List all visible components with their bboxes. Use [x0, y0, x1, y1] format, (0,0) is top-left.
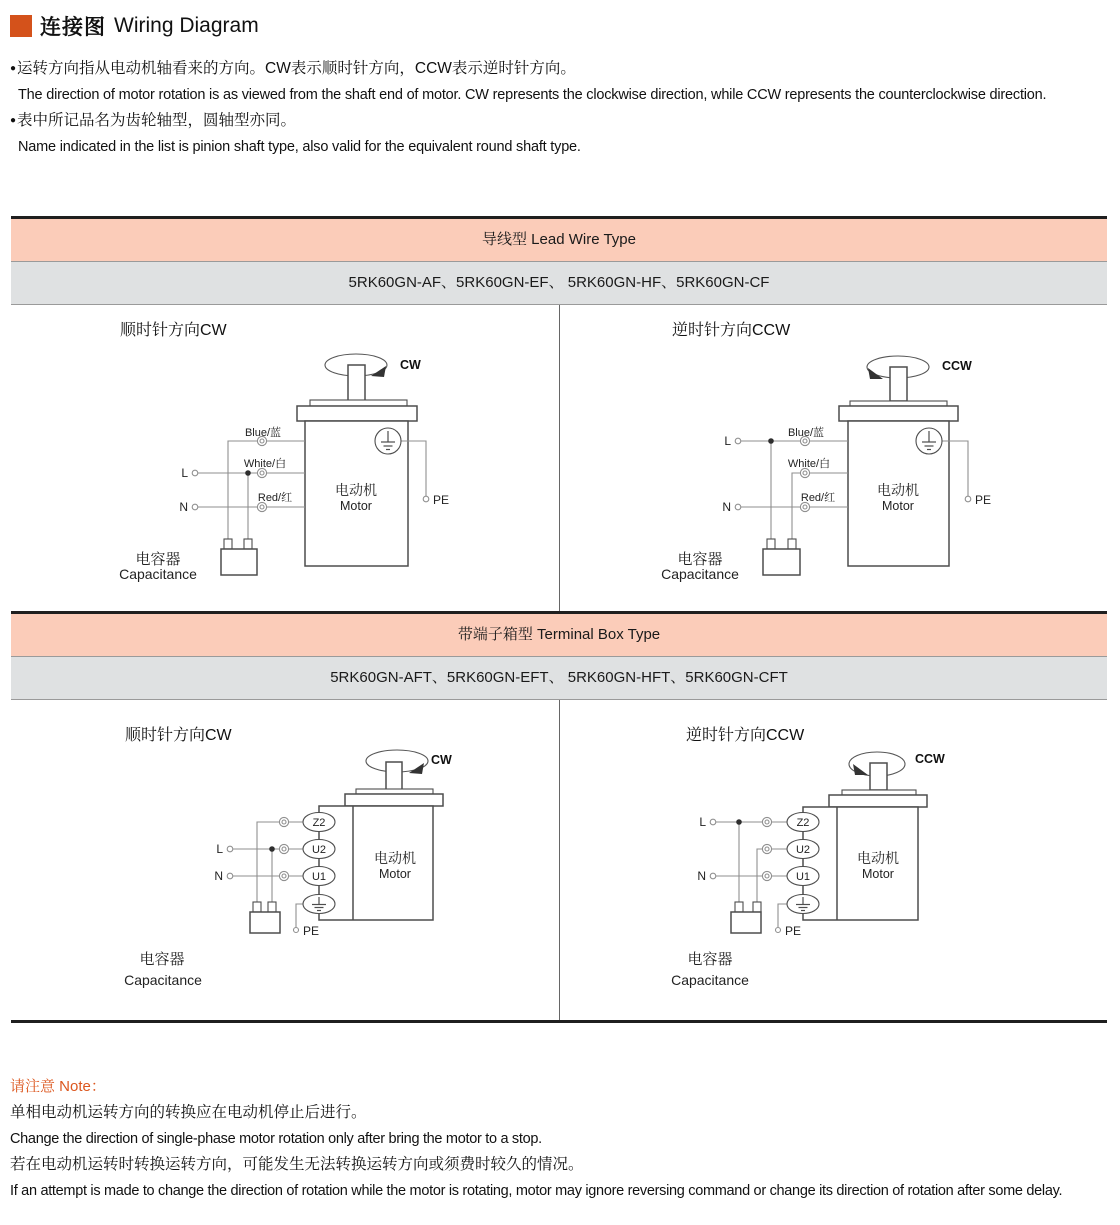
diagram-lead-cw [11, 305, 559, 613]
capacitor [221, 539, 257, 575]
terminal-box-section [11, 611, 1107, 1023]
line-terminal-icon [227, 846, 233, 852]
pe-label: PE [785, 924, 802, 938]
page-title [10, 11, 259, 41]
section-bottom-rule [11, 1020, 1107, 1023]
diagram-title: 逆时针方向CCW [686, 727, 805, 744]
neutral-label: N [697, 869, 706, 883]
terminal-u1-label: U1 [311, 871, 327, 883]
neutral-label: N [214, 869, 223, 883]
motor-label-en: Motor [379, 867, 411, 881]
pe-terminal-icon [965, 496, 971, 502]
ground-symbol-icon [916, 428, 942, 454]
neutral-terminal-icon [227, 873, 233, 879]
ground-symbol-icon [787, 895, 819, 914]
motor-label-zh: 电动机 [857, 850, 899, 866]
diagram-cell-terminal-cw [11, 700, 559, 1020]
capacitor [763, 539, 800, 575]
note-heading: 请注意 Note： [10, 1078, 106, 1095]
ccw-arrowhead-icon [868, 368, 883, 379]
junction-dot [245, 470, 251, 476]
diagram-title: 逆时针方向CCW [672, 322, 791, 339]
pe-terminal-icon [294, 928, 299, 933]
neutral-terminal-icon [710, 873, 716, 879]
rotation-label: CCW [915, 752, 945, 766]
terminal-u1-label: U1 [795, 871, 811, 883]
ground-symbol-icon [303, 895, 335, 914]
bullet-dot-icon: ● [10, 115, 17, 126]
cw-arrowhead-icon [409, 763, 424, 774]
wire-label-red: Red/红 [257, 492, 293, 504]
line-terminal-icon [735, 438, 741, 444]
capacitor-label-zh: 电容器 [139, 951, 185, 968]
note-line-1-en: Change the direction of single-phase motor rotation only after bring the motor to a stop. [10, 1131, 542, 1147]
motor-label-zh: 电动机 [374, 850, 416, 866]
intro-bullet-1-zh [10, 56, 1118, 82]
capacitor-label-zh: 电容器 [677, 551, 723, 568]
diagram-lead-ccw [560, 305, 1108, 613]
intro-bullet-2-zh-text: 表中所记品名为齿轮轴型，圆轴型亦同。 [17, 112, 297, 129]
neutral-label: N [179, 500, 188, 514]
bullet-dot-icon: ● [10, 63, 17, 74]
intro-bullet-1-en: The direction of motor rotation is as viewed from the shaft end of motor. CW represents the clockwise direction, while CCW represents the counterclockwise direction. [18, 87, 1047, 103]
terminal-box-band-title: 带端子箱型 Terminal Box Type [11, 614, 1107, 657]
pe-terminal-icon [423, 496, 429, 502]
rotation-label: CW [431, 753, 452, 767]
note-line-2-zh: 若在电动机运转时转换运转方向，可能发生无法转换运转方向或须费时较久的情况。 [10, 1156, 584, 1173]
note-line-1-zh: 单相电动机运转方向的转换应在电动机停止后进行。 [10, 1104, 367, 1121]
note-section [10, 1074, 1118, 1204]
capacitor-label-en: Capacitance [661, 566, 739, 582]
pe-label: PE [975, 493, 992, 507]
terminal-icons [762, 817, 771, 880]
lead-wire-model-list: 5RK60GN-AF、5RK60GN-EF、 5RK60GN-HF、5RK60GN-CF [11, 262, 1107, 305]
terminal-box-diagrams [11, 700, 1107, 1020]
capacitor-label-zh: 电容器 [687, 951, 733, 968]
line-label: L [216, 842, 223, 856]
intro-notes [10, 56, 1118, 160]
neutral-terminal-icon [192, 504, 198, 510]
motor-shaft [348, 365, 365, 401]
intro-bullet-2-zh [10, 108, 1118, 134]
diagram-cell-lead-cw [11, 305, 559, 613]
wire-label-white: White/白 [243, 458, 287, 470]
terminal-u2-label: U2 [311, 844, 327, 856]
note-line-2-en: If an attempt is made to change the direction of rotation while the motor is rotating, motor may ignore reversing command or change its direction of rotation after some delay. [10, 1183, 1063, 1199]
page-title-en: Wiring Diagram [114, 14, 259, 37]
line-label: L [181, 466, 188, 480]
motor-label-en: Motor [340, 499, 372, 513]
wire-label-blue: Blue/蓝 [244, 427, 282, 439]
diagram-terminal-cw [11, 700, 559, 1020]
wire-label-blue: Blue/蓝 [787, 427, 825, 439]
capacitor-label-zh: 电容器 [135, 551, 181, 568]
rotation-label: CCW [942, 359, 972, 373]
intro-bullet-1-zh-text: 运转方向指从电动机轴看来的方向。CW表示顺时针方向，CCW表示逆时针方向。 [17, 60, 576, 77]
motor-label-en: Motor [882, 499, 914, 513]
ground-symbol-icon [375, 428, 401, 454]
motor-shaft [890, 367, 907, 401]
title-square-icon [10, 15, 32, 37]
capacitor [250, 902, 280, 933]
motor-label-en: Motor [862, 867, 894, 881]
diagram-title: 顺时针方向CW [120, 322, 227, 339]
capacitor-label-en: Capacitance [119, 566, 197, 582]
diagram-title: 顺时针方向CW [125, 727, 232, 744]
ccw-arrowhead-icon [853, 764, 868, 775]
pe-label: PE [303, 924, 320, 938]
neutral-label: N [722, 500, 731, 514]
terminal-box-model-list: 5RK60GN-AFT、5RK60GN-EFT、 5RK60GN-HFT、5RK60GN-CFT [11, 657, 1107, 700]
motor-flange [345, 794, 443, 806]
terminal-z2-label: Z2 [796, 817, 810, 829]
line-label: L [724, 434, 731, 448]
lead-wire-diagrams [11, 305, 1107, 613]
diagram-cell-terminal-ccw [559, 700, 1107, 1020]
capacitor [731, 902, 761, 933]
junction-dot [736, 819, 742, 825]
intro-bullet-2-en: Name indicated in the list is pinion shaft type, also valid for the equivalent round shaft type. [18, 139, 581, 155]
page-title-zh: 连接图 [40, 16, 106, 39]
diagram-cell-lead-ccw [559, 305, 1107, 613]
terminal-u2-label: U2 [795, 844, 811, 856]
motor-flange [839, 406, 958, 421]
line-label: L [699, 815, 706, 829]
rotation-label: CW [400, 358, 421, 372]
line-terminal-icon [192, 470, 198, 476]
motor-shaft [386, 762, 402, 790]
junction-dot [269, 846, 275, 852]
junction-dot [768, 438, 774, 444]
diagram-terminal-ccw [560, 700, 1108, 1020]
motor-shaft [870, 763, 887, 790]
capacitor-label-en: Capacitance [124, 972, 202, 988]
capacitor-label-en: Capacitance [671, 972, 749, 988]
terminal-icons [279, 817, 288, 880]
pe-terminal-icon [776, 928, 781, 933]
cw-arrowhead-icon [371, 366, 386, 377]
motor-flange [829, 795, 927, 807]
wire-label-white: White/白 [787, 458, 831, 470]
wire-label-red: Red/红 [800, 492, 836, 504]
lead-wire-section [11, 216, 1107, 613]
motor-plate [310, 400, 407, 406]
terminal-z2-label: Z2 [312, 817, 326, 829]
neutral-terminal-icon [735, 504, 741, 510]
motor-label-zh: 电动机 [877, 482, 919, 498]
motor-flange [297, 406, 417, 421]
line-terminal-icon [710, 819, 716, 825]
lead-wire-band-title: 导线型 Lead Wire Type [11, 219, 1107, 262]
pe-label: PE [433, 493, 450, 507]
motor-label-zh: 电动机 [335, 482, 377, 498]
